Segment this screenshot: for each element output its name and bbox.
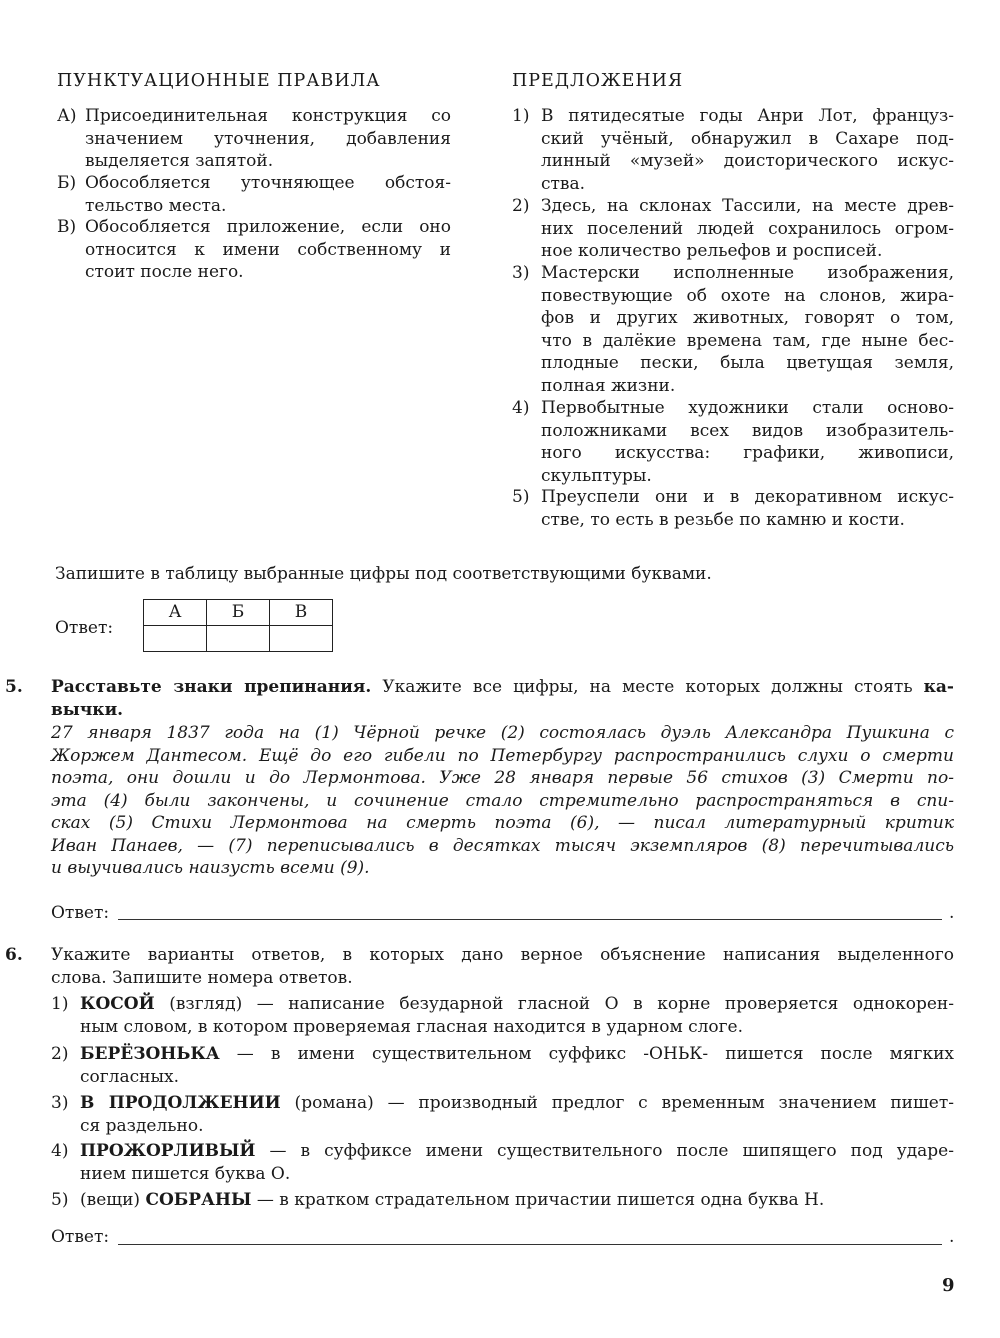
answer-table <box>143 599 333 652</box>
sentence-line: плодные пески, была цветущая земля, <box>541 353 954 373</box>
sentence-line: скульптуры. <box>541 465 652 486</box>
sentence-line: стве, то есть в резьбе по камню и кости. <box>541 509 905 530</box>
sentence-line: Преуспели они и в декоративном искус- <box>541 487 954 507</box>
task5-text-line: эта (4) были закончены, и сочинение стало стремительно распространяться в спи- <box>51 790 954 811</box>
rule-line: значением уточнения, добавления <box>85 128 451 149</box>
sentence-line: повествующие об охоте на слонов, жира- <box>541 285 954 306</box>
task5-text <box>51 722 954 880</box>
task5-bold-tail: ка- <box>923 677 954 697</box>
task5-text-line: Жоржем Дантесом. Ещё до его гибели по Петербургу распространились слухи о смерти <box>51 745 954 766</box>
sentence-line: ное количество рельефов и росписей. <box>541 241 883 261</box>
rule-line: Обособляется уточняющее обстоя- <box>85 173 451 193</box>
task6-answer-line[interactable] <box>118 1243 942 1245</box>
task5-answer-label: Ответ: <box>51 903 110 923</box>
option-word: СОБРАНЫ <box>145 1190 252 1210</box>
task5-number: 5. <box>5 677 23 697</box>
right-column-heading: ПРЕДЛОЖЕНИЯ <box>512 71 684 91</box>
table-instruction: Запишите в таблицу выбранные цифры под соответствующими буквами. <box>55 564 712 584</box>
rule-line: Присоединительная конструкция со <box>85 106 451 126</box>
sentence-line: ский учёный, обнаружил в Сахаре под- <box>541 128 954 149</box>
sentence-line: ного искусства: графики, живописи, <box>541 443 954 463</box>
task6-intro-line: Укажите варианты ответов, в которых дано верное объяснение написания выделенного <box>51 945 954 965</box>
task6-answer-label: Ответ: <box>51 1227 110 1247</box>
task5-answer-line[interactable] <box>118 918 942 920</box>
sentence-label: 2) <box>512 196 530 216</box>
rule-line: стоит после него. <box>85 262 244 282</box>
sentence-line: полная жизни. <box>541 375 676 396</box>
task5-text-line: сках (5) Стихи Лермонтова на смерть поэта (6), — писал литературный критик <box>51 813 954 833</box>
task6-intro <box>51 944 954 989</box>
option-label: 2) <box>51 1044 69 1064</box>
task5-text-line: 27 января 1837 года на (1) Чёрной речке (2) состоялась дуэль Александра Пушкина с <box>51 723 954 743</box>
option-explanation: (взгляд) — написание безударной гласной О в корне проверяется однокорен- <box>154 994 954 1014</box>
option-prefix: (вещи) <box>80 1190 146 1210</box>
task6-intro-line: слова. Запишите номера ответов. <box>51 967 353 988</box>
answer-cell-b[interactable] <box>207 626 270 652</box>
sentence-label: 3) <box>512 263 530 283</box>
task5-text-line: Иван Панаев, — (7) переписывались в десятках тысяч экземпляров (8) перечитывались <box>51 835 954 856</box>
option-explanation-cont: согласных. <box>80 1066 179 1087</box>
left-column-heading: ПУНКТУАЦИОННЫЕ ПРАВИЛА <box>57 71 381 91</box>
option-explanation-cont: нием пишется буква О. <box>80 1163 291 1184</box>
option-word: В ПРОДОЛЖЕНИИ <box>80 1093 281 1113</box>
task5-text-line: и выучивались наизусть всеми (9). <box>51 858 370 878</box>
sentence-label: 5) <box>512 487 530 507</box>
sentence-line: что в далёкие времена там, где ныне бес- <box>541 330 954 351</box>
option-word: БЕРЁЗОНЬКА <box>80 1044 220 1064</box>
answer-cell-a[interactable] <box>144 626 207 652</box>
task5-text-line: поэта, они дошли и до Лермонтова. Уже 28 января первые 56 стихов (3) Смерти по- <box>51 768 954 788</box>
rule-label: Б) <box>57 173 77 193</box>
task5-answer-end: . <box>949 903 955 923</box>
option-label: 4) <box>51 1141 69 1161</box>
sentence-line: Мастерски исполненные изображения, <box>541 263 954 283</box>
option-word: ПРОЖОРЛИВЫЙ <box>80 1141 256 1161</box>
sentence-line: Здесь, на склонах Тассили, на месте древ- <box>541 196 954 216</box>
sentence-line: положниками всех видов изобразитель- <box>541 420 954 441</box>
sentence-line: В пятидесятые годы Анри Лот, француз- <box>541 106 954 126</box>
option-label: 3) <box>51 1093 69 1113</box>
sentence-line: линный «музей» доисторического искус- <box>541 151 954 171</box>
option-explanation: — в имени существительном суффикс -ОНЬК- пишется после мягких <box>219 1044 954 1064</box>
option-explanation: (романа) — производный предлог с временным значением пишет- <box>280 1093 954 1113</box>
rule-label: А) <box>57 106 77 126</box>
task6-answer-end: . <box>949 1227 955 1247</box>
sentence-line: Первобытные художники стали осново- <box>541 398 954 418</box>
sentence-line: фов и других животных, говорят о том, <box>541 308 954 328</box>
option-label: 5) <box>51 1190 69 1210</box>
task6-number: 6. <box>5 945 23 965</box>
sentence-line: них поселений людей сохранилось огром- <box>541 218 954 239</box>
task5-bold-instruction: Расставьте знаки препинания. <box>51 677 372 697</box>
rule-label: В) <box>57 217 77 237</box>
task5-bold-tail-2: вычки. <box>51 699 124 720</box>
rule-line: относится к имени собственному и <box>85 239 451 260</box>
task5-prompt <box>51 676 954 721</box>
rule-line: тельство места. <box>85 195 227 216</box>
option-word: КОСОЙ <box>80 994 155 1014</box>
sentence-line: ства. <box>541 173 586 194</box>
sentence-label: 1) <box>512 106 530 126</box>
option-explanation: — в кратком страдательном причастии пишется одна буква Н. <box>251 1190 825 1210</box>
task5-instruction: Укажите все цифры, на месте которых должны стоять <box>371 677 924 697</box>
answer-table-header-b: Б <box>207 600 270 626</box>
option-label: 1) <box>51 994 69 1014</box>
option-explanation: — в суффиксе имени существительного после шипящего под ударе- <box>255 1141 954 1161</box>
option-explanation-cont: ся раздельно. <box>80 1115 204 1136</box>
page-number: 9 <box>942 1275 955 1296</box>
sentence-label: 4) <box>512 398 530 418</box>
answer-label: Ответ: <box>55 618 114 638</box>
rule-line: выделяется запятой. <box>85 151 274 171</box>
option-explanation-cont: ным словом, в котором проверяемая гласная находится в ударном слоге. <box>80 1016 744 1037</box>
answer-table-header-a: А <box>144 600 207 626</box>
answer-table-header-v: В <box>270 600 333 626</box>
rule-line: Обособляется приложение, если оно <box>85 217 451 237</box>
answer-cell-v[interactable] <box>270 626 333 652</box>
